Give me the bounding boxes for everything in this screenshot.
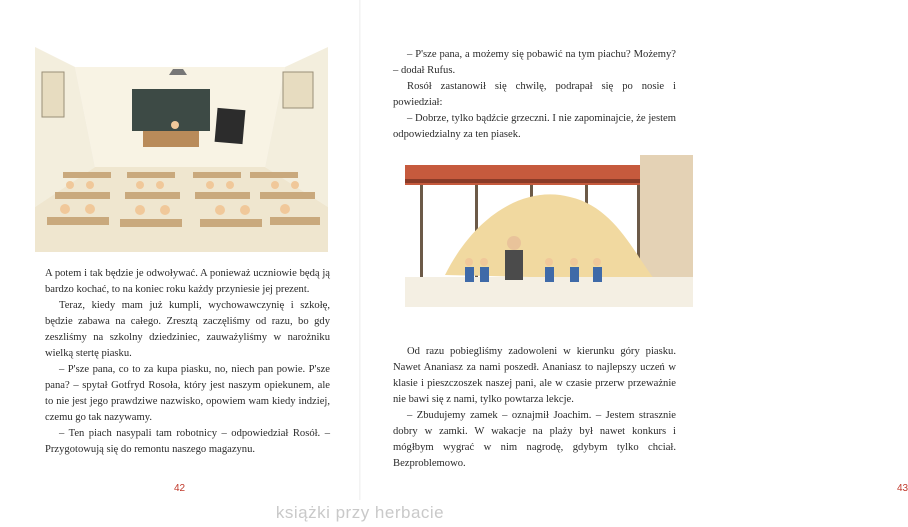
left-page: [0, 0, 360, 527]
paragraph: – P'sze pana, co to za kupa piasku, no, niech pan powie. P'sze pana? – spytał Gotfryd Rosoła, który jest naszym opiekunem, ale to nie jest jego prawdziwe nazwisko, opowiem wam kiedy indziej, czemu go tak nazywamy.: [45, 364, 330, 423]
paragraph: – Dobrze, tylko bądźcie grzeczni. I nie zapominajcie, że jestem odpowiedzialny za ten piasek.: [393, 113, 676, 140]
paragraph: – Zbudujemy zamek – oznajmił Joachim. – Jestem strasznie dobry w zamki. W wakacje na plaży był nawet konkurs i mógłbym wygrać w nim nagrodę, gdybym tylko chciał. Bezproblemowo.: [393, 410, 676, 469]
left-page-text: [45, 266, 330, 458]
paragraph: A potem i tak będzie je odwoływać. A ponieważ uczniowie będą ją bardzo kochać, to na koniec roku każdy przyniesie jej prezent.: [45, 268, 330, 295]
paragraph: – Ten piach nasypali tam robotnicy – odpowiedział Rosół. – Przygotowują się do remontu naszego magazynu.: [45, 428, 330, 455]
paragraph: – P'sze pana, a możemy się pobawić na tym piachu? Możemy? – dodał Rufus.: [393, 49, 676, 76]
watermark: książki przy herbacie: [275, 503, 445, 522]
right-page-text-top: [393, 47, 676, 143]
paragraph: Teraz, kiedy mam już kumpli, wychowawczynię i szkołę, będzie zabawa na całego. Zresztą zaczęliśmy od razu, bo gdy zeszliśmy na szkolny dziedziniec, zauważyliśmy w narożniku wielką stertę piasku.: [45, 300, 330, 359]
page-number-left: 42: [174, 483, 186, 494]
sand-pile-illustration: [405, 155, 693, 307]
right-page-text-bottom: [393, 344, 676, 472]
paragraph: Rosół zastanowił się chwilę, podrapał się po nosie i powiedział:: [393, 81, 676, 108]
paragraph: Od razu pobiegliśmy zadowoleni w kierunku góry piasku. Nawet Ananiasz za nami poszedł. Ananiasz to najlepszy uczeń w klasie i pieszczoszek naszej pani, ale w czasie przerw przeważnie nie bawi się z nami, tylko powtarza lekcje.: [393, 346, 676, 405]
classroom-illustration: [35, 47, 328, 252]
page-number-right: 43: [897, 483, 908, 494]
